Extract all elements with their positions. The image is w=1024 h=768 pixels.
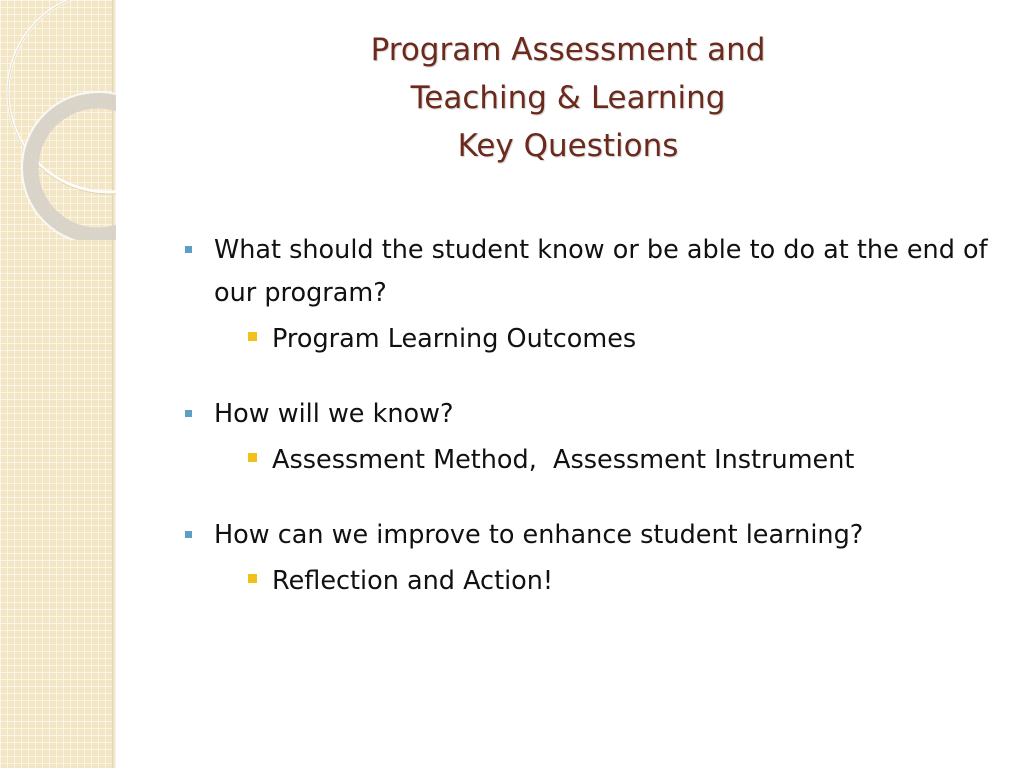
- square-sub-bullet-icon: [248, 453, 257, 462]
- list-item: [180, 514, 1000, 605]
- bullet-question: [180, 393, 1000, 436]
- bullet-question: [180, 514, 1000, 557]
- sub-bullet-text: Reflection and Action!: [272, 566, 554, 596]
- list-item: [180, 393, 1000, 484]
- decorative-circles: [0, 0, 116, 240]
- sub-bullet-answer: [180, 315, 1000, 363]
- title-line-3: Key Questions: [457, 128, 679, 164]
- bullet-text: How can we improve to enhance student learning?: [214, 520, 864, 550]
- list-item: [180, 229, 1000, 363]
- sub-bullet-answer: [180, 436, 1000, 484]
- title-line-1: Program Assessment and: [370, 32, 766, 68]
- square-sub-bullet-icon: [248, 574, 257, 583]
- bullet-text: How will we know?: [214, 399, 454, 429]
- square-bullet-icon: [185, 531, 192, 538]
- title-line-2: Teaching & Learning: [410, 80, 726, 116]
- sub-bullet-answer: [180, 557, 1000, 605]
- bullet-text: What should the student know or be able to do at the end of our program?: [214, 235, 988, 308]
- bullet-question: [180, 229, 1000, 315]
- square-bullet-icon: [185, 410, 192, 417]
- sub-bullet-text: Program Learning Outcomes: [272, 324, 637, 354]
- square-bullet-icon: [185, 246, 192, 253]
- bullet-list: [180, 229, 1000, 635]
- sub-bullet-text: Assessment Method, Assessment Instrument: [272, 445, 855, 475]
- square-sub-bullet-icon: [248, 332, 257, 341]
- slide-title: [262, 26, 874, 170]
